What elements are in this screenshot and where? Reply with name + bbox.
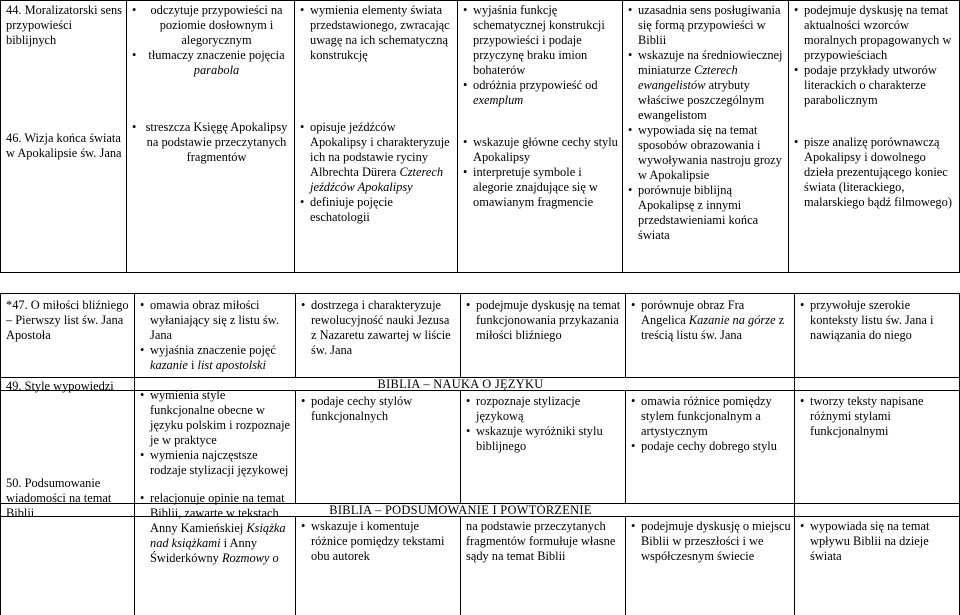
requirements-podstawowe-49 xyxy=(296,393,460,503)
requirements-podstawowe-50 xyxy=(296,518,460,615)
list-item: • odróżnia przypowieść od exemplum xyxy=(463,78,619,108)
lesson-titles-cell-47-50 xyxy=(1,297,134,615)
list-item: • rozpoznaje stylizacje językową xyxy=(466,394,622,424)
requirements-rozszerzone-47 xyxy=(461,297,625,377)
lesson-titles-cell-44-46 xyxy=(1,2,126,272)
list-item: • pisze analizę porównawczą Apokalipsy i dowolnego dzieła prezentującego koniec świata (literackiego, malarskiego bądź filmowego) xyxy=(794,135,956,210)
list-item: • omawia obraz miłości wyłaniający się z listu św. Jana xyxy=(140,298,292,343)
list-item: • podejmuje dyskusję na temat aktualności wzorców moralnych propagowanych w przypowieściach xyxy=(794,3,956,63)
list-item: • streszcza Księgę Apokalipsy na podstawie przeczytanych fragmentów xyxy=(132,120,291,165)
requirements-podstawowe-1 xyxy=(295,2,457,272)
list-item: • odczytuje przypowieści na poziomie dosłownym i alegorycznym xyxy=(132,3,291,48)
requirements-rozszerzone-49 xyxy=(461,393,625,503)
lesson-title-47: *47. O miłości bliźniego – Pierwszy list św. Jana Apostoła xyxy=(6,298,129,342)
requirements-dopelniajace-47 xyxy=(626,297,794,377)
list-item: • wskazuje i komentuje różnice pomiędzy tekstami obu autorek xyxy=(301,519,457,564)
requirements-dopelniajace-1 xyxy=(623,2,788,272)
list-item: • podejmuje dyskusję o miejscu Biblii w przeszłości i we współczesnym świecie xyxy=(631,519,791,564)
list-item: • tłumaczy znaczenie pojęcia parabola xyxy=(132,48,291,78)
list-item: • omawia różnice pomiędzy stylem funkcjonalnym a artystycznym xyxy=(631,394,791,439)
requirements-podstawowe-47 xyxy=(296,297,460,377)
list-item: • porównuje obraz Fra Angelica Kazanie na górze z treścią listu św. Jana xyxy=(631,298,791,343)
requirements-rozszerzone-50 xyxy=(461,518,625,615)
list-item: • relacjonuje opinie na temat Biblii, zawarte w tekstach Anny Kamieńskiej Książka nad książkami i Anny Świderkówny Rozmowy o xyxy=(140,491,292,566)
list-item: • podaje przykłady utworów literackich o charakterze parabolicznym xyxy=(794,63,956,108)
requirements-wykraczajace-47 xyxy=(795,297,959,377)
requirements-rozszerzone-1 xyxy=(458,2,622,272)
list-item: • wskazuje główne cechy stylu Apokalipsy xyxy=(463,135,619,165)
list-item: • wyjaśnia funkcję schematycznej konstrukcji przypowieści i podaje przyczynę braku imion bohaterów xyxy=(463,3,619,78)
list-item: • porównuje biblijną Apokalipsę z innymi przedstawieniami końca świata xyxy=(628,183,785,243)
requirements-dopelniajace-50 xyxy=(626,518,794,615)
requirements-wykraczajace-50 xyxy=(795,518,959,615)
section-banner-language: BIBLIA – NAUKA O JĘZYKU xyxy=(377,377,544,391)
requirements-wykraczajace-49 xyxy=(795,393,959,503)
list-item: • wskazuje wyróżniki stylu biblijnego xyxy=(466,424,622,454)
list-item: • wypowiada się na temat wpływu Biblii na dzieje świata xyxy=(800,519,956,564)
requirements-dopelniajace-49 xyxy=(626,393,794,503)
requirements-wykraczajace-1 xyxy=(789,2,959,272)
list-item: • opisuje jeźdźców Apokalipsy i charakteryzuje ich na podstawie ryciny Albrechta Dürera Czterech jeźdźców Apokalipsy xyxy=(300,120,454,195)
list-item: • interpretuje symbole i alegorie znajdujące się w omawianym fragmencie xyxy=(463,165,619,210)
list-item: • wskazuje na średniowiecznej miniaturze Czterech ewangelistów atrybuty właściwe poszczególnym ewangelistom xyxy=(628,48,785,123)
lesson-title-44: 44. Moralizatorski sens przypowieści biblijnych xyxy=(6,3,122,47)
requirements-konieczne-2 xyxy=(135,297,295,615)
list-item: • wymienia style funkcjonalne obecne w języku polskim i rozpoznaje je w praktyce xyxy=(140,388,292,448)
list-item: • przywołuje szerokie konteksty listu św. Jana i nawiązania do niego xyxy=(800,298,956,343)
list-item: • tworzy teksty napisane różnymi stylami funkcjonalnymi xyxy=(800,394,956,439)
lesson-title-50: 50. Podsumowanie wiadomości na temat Biblii xyxy=(6,476,112,520)
list-item: • podaje cechy dobrego stylu xyxy=(631,439,791,454)
list-item: • wypowiada się na temat sposobów obrazowania i wywoływania nastroju grozy w Apokalipsie xyxy=(628,123,785,183)
list-item: na podstawie przeczytanych fragmentów formułuje własne sądy na temat Biblii xyxy=(466,519,616,563)
list-item: • podaje cechy stylów funkcjonalnych xyxy=(301,394,457,424)
list-item: • podejmuje dyskusję na temat funkcjonowania przykazania miłości bliźniego xyxy=(466,298,622,343)
list-item: • wyjaśnia znaczenie pojęć kazanie i list apostolski xyxy=(140,343,292,373)
list-item: • wymienia elementy świata przedstawionego, zwracając uwagę na ich schematyczną konstrukcję xyxy=(300,3,454,63)
lesson-title-46: 46. Wizja końca świata w Apokalipsie św. Jana xyxy=(6,131,122,160)
section-banner-summary: BIBLIA – PODSUMOWANIE I POWTÓRZENIE xyxy=(329,503,592,517)
list-item: • wymienia najczęstsze rodzaje stylizacji językowej xyxy=(140,448,292,478)
list-item: • definiuje pojęcie eschatologii xyxy=(300,195,454,225)
list-item: • dostrzega i charakteryzuje rewolucyjność nauki Jezusa z Nazaretu zawartej w liście św. Jana xyxy=(301,298,457,358)
lesson-title-49: 49. Style wypowiedzi xyxy=(6,379,114,393)
list-item: • uzasadnia sens posługiwania się formą przypowieści w Biblii xyxy=(628,3,785,48)
requirements-konieczne-1 xyxy=(127,2,294,272)
